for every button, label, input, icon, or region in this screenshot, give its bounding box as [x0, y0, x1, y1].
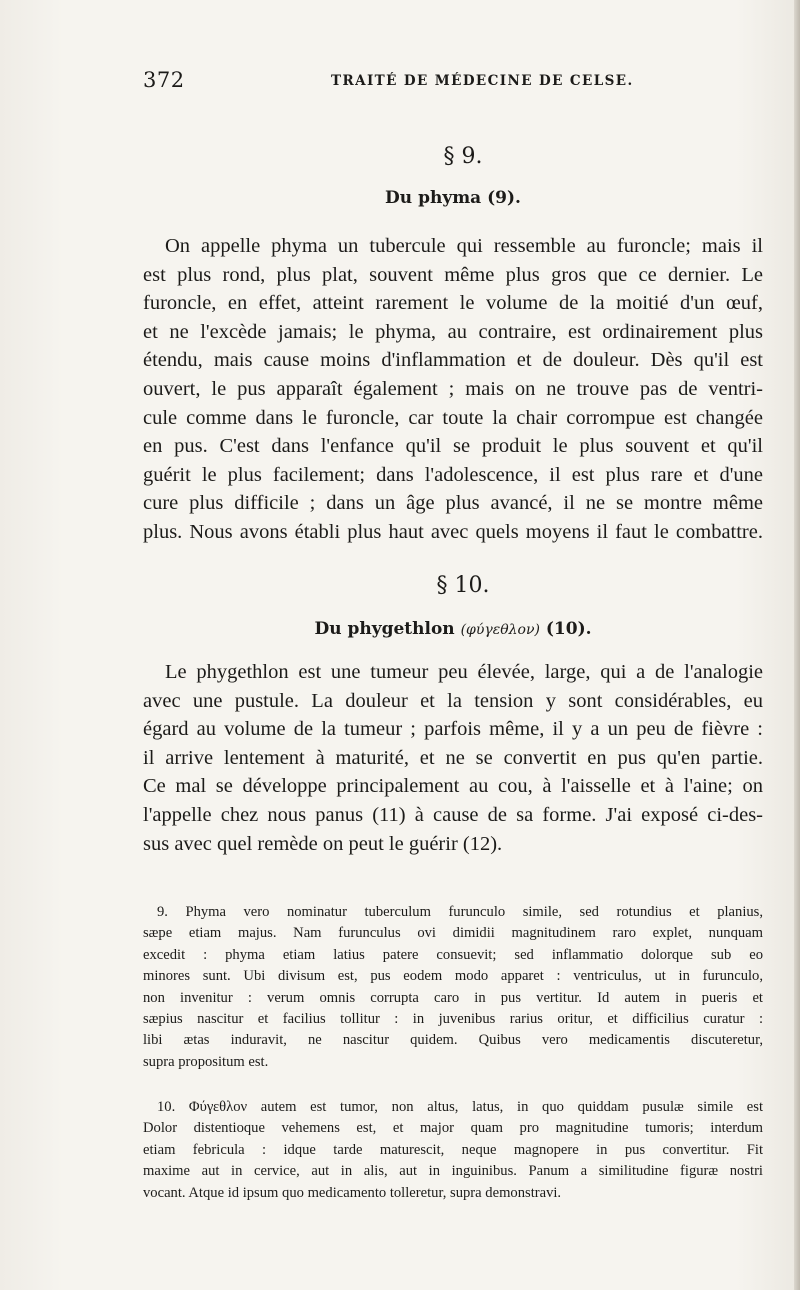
- text-line: guérit le plus facilement; dans l'adolescence, il est plus rare et d'une: [143, 463, 763, 486]
- text-line: Ce mal se développe principalement au cou, à l'aisselle et à l'aine; on: [143, 775, 763, 798]
- section-9-body: [143, 232, 763, 547]
- footnote-line: maxime aut in cervice, aut in alis, aut in inguinibus. Panum a similitudine figuræ nostri: [143, 1163, 763, 1180]
- text-line: On appelle phyma un tubercule qui ressemble au furoncle; mais il: [165, 235, 763, 257]
- footnote-line: etiam febricula : idque tarde maturescit, neque magnopere in pus convertitur. Fit: [143, 1141, 763, 1158]
- section-9-mark: § 9.: [443, 144, 483, 169]
- page-header: [143, 66, 763, 98]
- section-10-body: [143, 658, 763, 858]
- text-line: plus. Nous avons établi plus haut avec quels moyens il faut le combattre.: [143, 520, 763, 543]
- footnote-line: sæpius nascitur et facilius tollitur : in juvenibus rarius oritur, et difficilius curatur :: [143, 1010, 763, 1027]
- text-line: furoncle, en effet, atteint rarement le volume de la moitié d'un œuf,: [143, 292, 763, 315]
- text-line: sus avec quel remède on peut le guérir (12).: [143, 832, 503, 855]
- footnote-line: 9. Phyma vero nominatur tuberculum furunculo simile, sed rotundius et planius,: [157, 904, 763, 920]
- footnote-line: non invenitur : verum omnis corrupta caro in pus vertitur. Id autem in pueris et: [143, 989, 763, 1006]
- footnote-line: Dolor distentioque vehemens est, et major quam pro magnitudine tumoris; interdum: [143, 1120, 763, 1137]
- running-head: TRAITÉ DE MÉDECINE DE CELSE.: [331, 73, 634, 89]
- footnote-10: [143, 1097, 763, 1204]
- text-line: ouvert, le pus apparaît également ; mais on ne trouve pas de ventri-: [143, 377, 763, 400]
- footnote-line: minores sunt. Ubi divisum est, pus eodem modo apparet : ventriculus, ut in furunculo,: [143, 968, 763, 985]
- section-10-title-suffix: (10).: [545, 619, 592, 639]
- section-10-title-prefix: Du phygethlon: [314, 619, 455, 639]
- text-line: Le phygethlon est une tumeur peu élevée, large, qui a de l'analogie: [165, 661, 763, 683]
- footnote-line: excedit : phyma etiam latius patere consuevit; sed inflammatio dolorque sub eo: [143, 946, 763, 963]
- text-line: et ne l'excède jamais; le phyma, au contraire, est ordinairement plus: [143, 320, 763, 343]
- footnote-line: libi ætas induravit, ne nascitur quidem. Quibus vero medicamentis discuteretur,: [143, 1032, 763, 1049]
- text-line: cure plus difficile ; dans un âge plus avancé, il ne se montre même: [143, 492, 763, 515]
- text-line: étendu, mais cause moins d'inflammation et de douleur. Dès qu'il est: [143, 349, 763, 372]
- text-line: est plus rond, plus plat, souvent même plus gros que ce dernier. Le: [143, 263, 763, 286]
- footnote-9: [143, 902, 763, 1073]
- page-number: 372: [143, 68, 185, 92]
- footnote-line: supra propositum est.: [143, 1053, 269, 1070]
- footnote-line: 10. Φύγεθλον autem est tumor, non altus, latus, in quo quiddam pusulæ simile est: [157, 1099, 763, 1115]
- footnote-line: sæpe etiam majus. Nam furunculus ovi dimidii magnitudinem raro explet, nunquam: [143, 925, 763, 942]
- section-10-title-greek: (φύγεθλον): [460, 622, 540, 638]
- section-10-title: [253, 619, 653, 639]
- section-9-title: Du phyma (9).: [385, 188, 521, 208]
- text-line: égard au volume de la tumeur ; parfois même, il y a un peu de fièvre :: [143, 718, 763, 741]
- text-line: en pus. C'est dans l'enfance qu'il se produit le plus souvent et qu'il: [143, 435, 763, 458]
- text-line: l'appelle chez nous panus (11) à cause de sa forme. J'ai exposé ci-des-: [143, 803, 763, 826]
- text-line: cule comme dans le furoncle, car toute la chair corrompue est changée: [143, 406, 763, 429]
- text-line: il arrive lentement à maturité, et ne se convertit en pus qu'en partie.: [143, 746, 763, 769]
- text-line: avec une pustule. La douleur et la tension y sont considérables, eu: [143, 689, 763, 712]
- section-10-mark: § 10.: [436, 573, 490, 598]
- page-edge: [794, 0, 800, 1290]
- footnote-line: vocant. Atque id ipsum quo medicamento tolleretur, supra demonstravi.: [143, 1184, 562, 1201]
